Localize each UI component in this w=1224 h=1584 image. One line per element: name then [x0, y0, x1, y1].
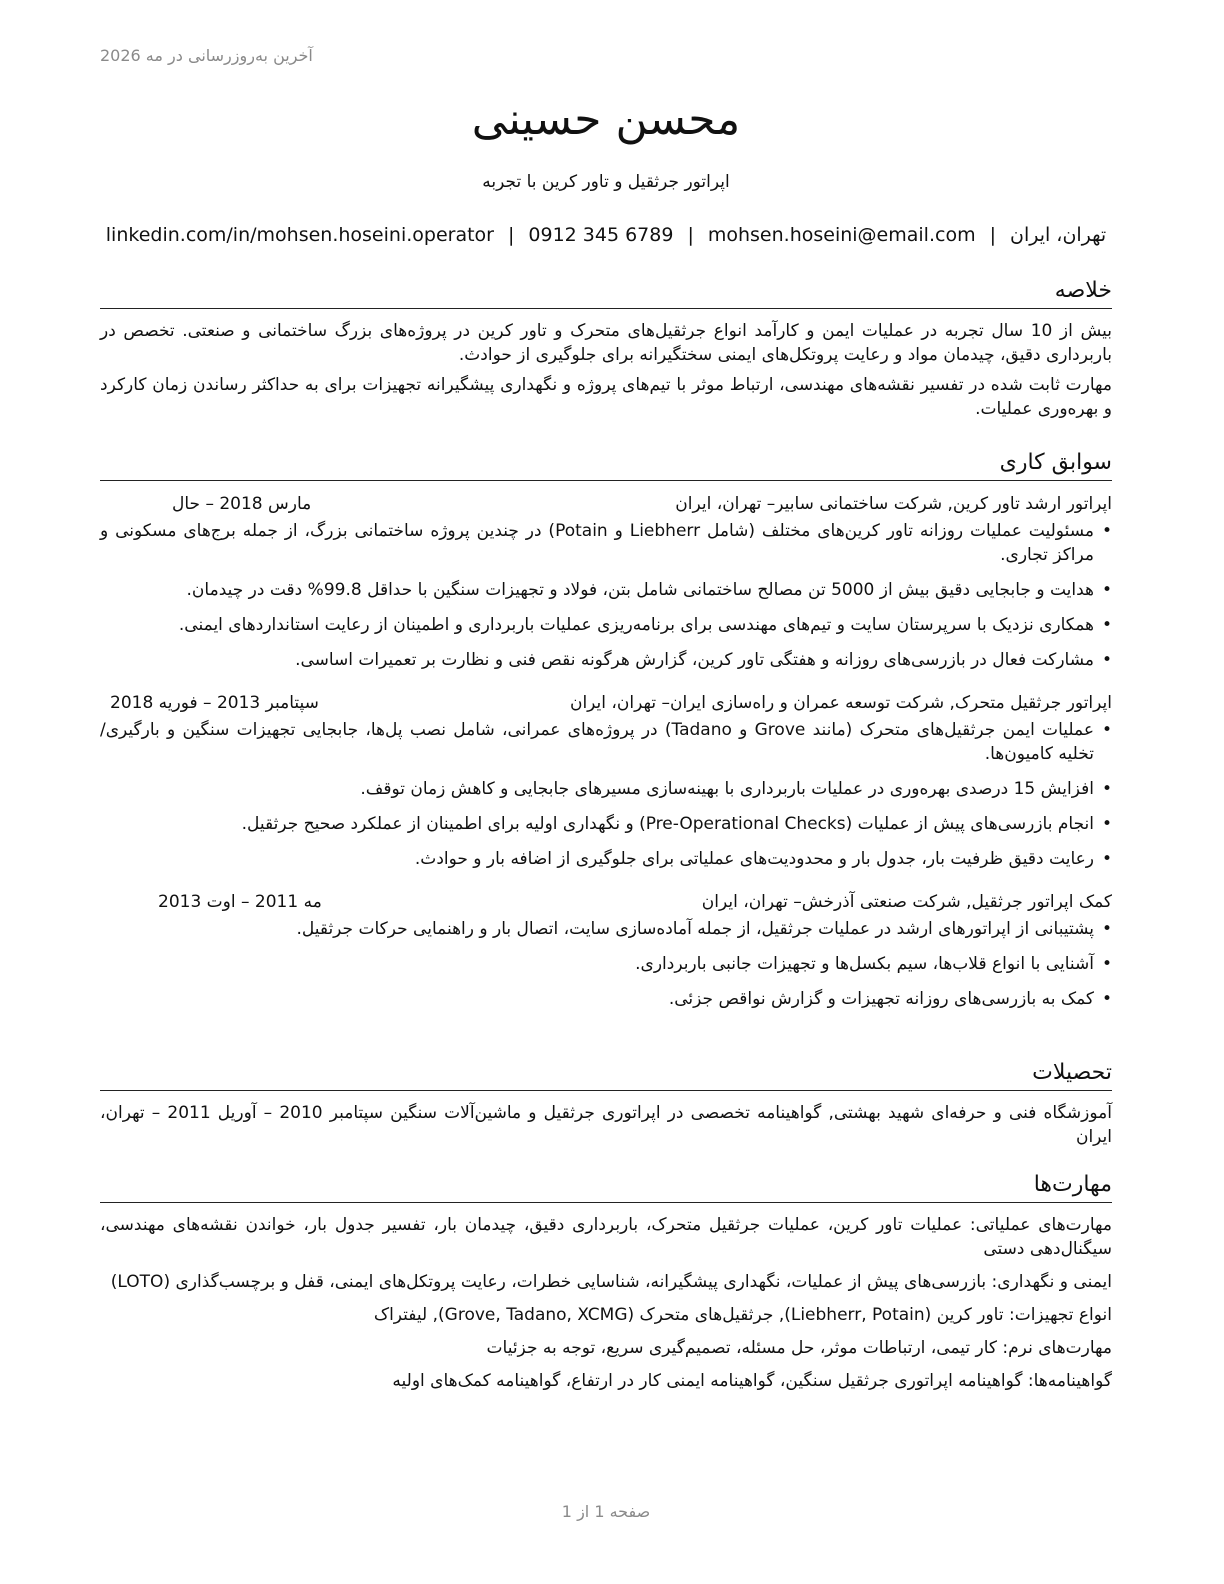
contact-separator: | [507, 224, 515, 246]
contact-line [100, 224, 1112, 246]
job-bullets [100, 718, 1112, 871]
job-dates: سپتامبر 2013 – فوریه 2018 [110, 693, 319, 713]
skill-line: گواهینامه‌ها: گواهینامه اپراتوری جرثقیل سنگین، گواهینامه ایمنی کار در ارتفاع، گواهینامه کمک‌های اولیه [392, 1371, 1112, 1391]
job-location: – تهران، ایران [675, 494, 776, 514]
skills-section [100, 1170, 1112, 1402]
job-entry [100, 690, 1112, 871]
skill-line: انواع تجهیزات: تاور کرین (Liebherr, Potain), جرثقیل‌های متحرک (Grove, Tadano, XCMG), لیفتراک [373, 1305, 1112, 1325]
job-bullet: • آشنایی با انواع قلاب‌ها، سیم بکسل‌ها و تجهیزات جانبی باربرداری. [100, 952, 1112, 976]
job-location: – تهران، ایران [569, 693, 670, 713]
job-dates: مه 2011 – اوت 2013 [158, 892, 322, 912]
candidate-name: محسن حسینی [471, 94, 741, 145]
job-bullet: • پشتیبانی از اپراتورهای ارشد در عملیات جرثقیل، از جمله آماده‌سازی سایت، اتصال بار و راهنمایی حرکات جرثقیل. [100, 917, 1112, 941]
contact-separator: | [989, 224, 996, 246]
contact-separator: | [687, 224, 694, 246]
resume-page [100, 0, 1112, 1584]
job-entry [100, 491, 1112, 672]
job-header [100, 491, 1112, 517]
skill-line: مهارت‌های نرم: کار تیمی، ارتباطات موثر، حل مسئله، تصمیم‌گیری سریع، توجه به جزئیات [486, 1338, 1112, 1358]
summary-paragraph: بیش از 10 سال تجربه در عملیات ایمن و کارآمد انواع جرثقیل‌های متحرک و تاور کرین در پروژه‌های بزرگ ساختمانی و صنعتی. تخصص در باربرداری دقیق، چیدمان مواد و رعایت پروتکل‌های ایمنی سختگیرانه برای جلوگیری از حوادث. [100, 321, 1112, 365]
summary-section [100, 276, 1112, 427]
page-number: صفحه 1 از 1 [561, 1502, 651, 1521]
experience-section [100, 448, 1112, 1029]
candidate-subtitle: اپراتور جرثقیل و تاور کرین با تجربه [482, 172, 730, 192]
contact-email[interactable]: mohsen.hoseini@email.com [707, 224, 976, 246]
skill-line: مهارت‌های عملیاتی: عملیات تاور کرین، عملیات جرثقیل متحرک، باربرداری دقیق، چیدمان بار، تفسیر جدول بار، خواندن نقشه‌های مهندسی، سیگنال‌دهی دستی [100, 1215, 1112, 1259]
job-bullet: • رعایت دقیق ظرفیت بار، جدول بار و محدودیت‌های عملیاتی برای جلوگیری از اضافه بار و حوادث. [100, 847, 1112, 871]
education-entry: آموزشگاه فنی و حرفه‌ای شهید بهشتی, گواهینامه تخصصی در اپراتوری جرثقیل و ماشین‌آلات سنگین سپتامبر 2010 – آوریل 2011 – تهران، ایران [100, 1103, 1113, 1147]
experience-heading: سوابق کاری [100, 448, 1112, 481]
summary-paragraph: مهارت ثابت شده در تفسیر نقشه‌های مهندسی، ارتباط موثر با تیم‌های پروژه و نگهداری پیشگیرانه تجهیزات برای به حداکثر رساندن زمان کارکرد و بهره‌وری عملیات. [100, 375, 1112, 419]
job-title-company: کمک اپراتور جرثقیل, شرکت صنعتی آذرخش [801, 892, 1112, 912]
contact-location: تهران، ایران [1009, 224, 1107, 246]
contact-phone[interactable]: 0912 345 6789 [528, 224, 674, 246]
job-bullet: • هدایت و جابجایی دقیق بیش از 5000 تن مصالح ساختمانی شامل بتن، فولاد و تجهیزات سنگین با حداقل 99.8% دقت در چیدمان. [100, 578, 1112, 602]
job-bullet: • عملیات ایمن جرثقیل‌های متحرک (مانند Grove و Tadano) در پروژه‌های عمرانی، شامل نصب پل‌ها، جابجایی تجهیزات سنگین و بارگیری/تخلیه کامیون‌ها. [100, 718, 1112, 766]
skills-heading: مهارت‌ها [100, 1170, 1112, 1203]
job-dates: مارس 2018 – حال [172, 494, 312, 514]
education-heading: تحصیلات [100, 1058, 1112, 1091]
skill-line: ایمنی و نگهداری: بازرسی‌های پیش از عملیات، نگهداری پیشگیرانه، شناسایی خطرات، رعایت پروتکل‌های ایمنی، قفل و برچسب‌گذاری (LOTO) [110, 1272, 1112, 1292]
last-updated: آخرین به‌روزرسانی در مه 2026 [100, 46, 313, 65]
job-bullet: • افزایش 15 درصدی بهره‌وری در عملیات باربرداری با بهینه‌سازی مسیرهای جابجایی و کاهش زمان توقف. [100, 777, 1112, 801]
job-title-company: اپراتور جرثقیل متحرک, شرکت توسعه عمران و راه‌سازی ایران [669, 693, 1112, 713]
job-title-company: اپراتور ارشد تاور کرین, شرکت ساختمانی سابیر [775, 494, 1112, 514]
education-section [100, 1058, 1112, 1155]
job-bullets [100, 519, 1112, 672]
job-bullet: • مشارکت فعال در بازرسی‌های روزانه و هفتگی تاور کرین، گزارش هرگونه نقص فنی و نظارت بر تعمیرات اساسی. [100, 648, 1112, 672]
summary-heading: خلاصه [100, 276, 1112, 309]
job-bullet: • انجام بازرسی‌های پیش از عملیات (Pre-Operational Checks) و نگهداری اولیه برای اطمینان از عملکرد صحیح جرثقیل. [100, 812, 1112, 836]
contact-linkedin[interactable]: linkedin.com/in/mohsen.hoseini.operator [105, 224, 494, 246]
job-bullet: • کمک به بازرسی‌های روزانه تجهیزات و گزارش نواقص جزئی. [100, 987, 1112, 1011]
job-bullet: • مسئولیت عملیات روزانه تاور کرین‌های مختلف (شامل Liebherr و Potain) در چندین پروژه ساختمانی بزرگ، از جمله برج‌های مسکونی و مراکز تجاری. [100, 519, 1112, 567]
job-entry [100, 889, 1112, 1011]
job-bullets [100, 917, 1112, 1011]
job-header [100, 690, 1112, 716]
job-location: – تهران، ایران [701, 892, 802, 912]
job-header [100, 889, 1112, 915]
job-bullet: • همکاری نزدیک با سرپرستان سایت و تیم‌های مهندسی برای برنامه‌ریزی عملیات باربرداری و اطمینان از رعایت استانداردهای ایمنی. [100, 613, 1112, 637]
